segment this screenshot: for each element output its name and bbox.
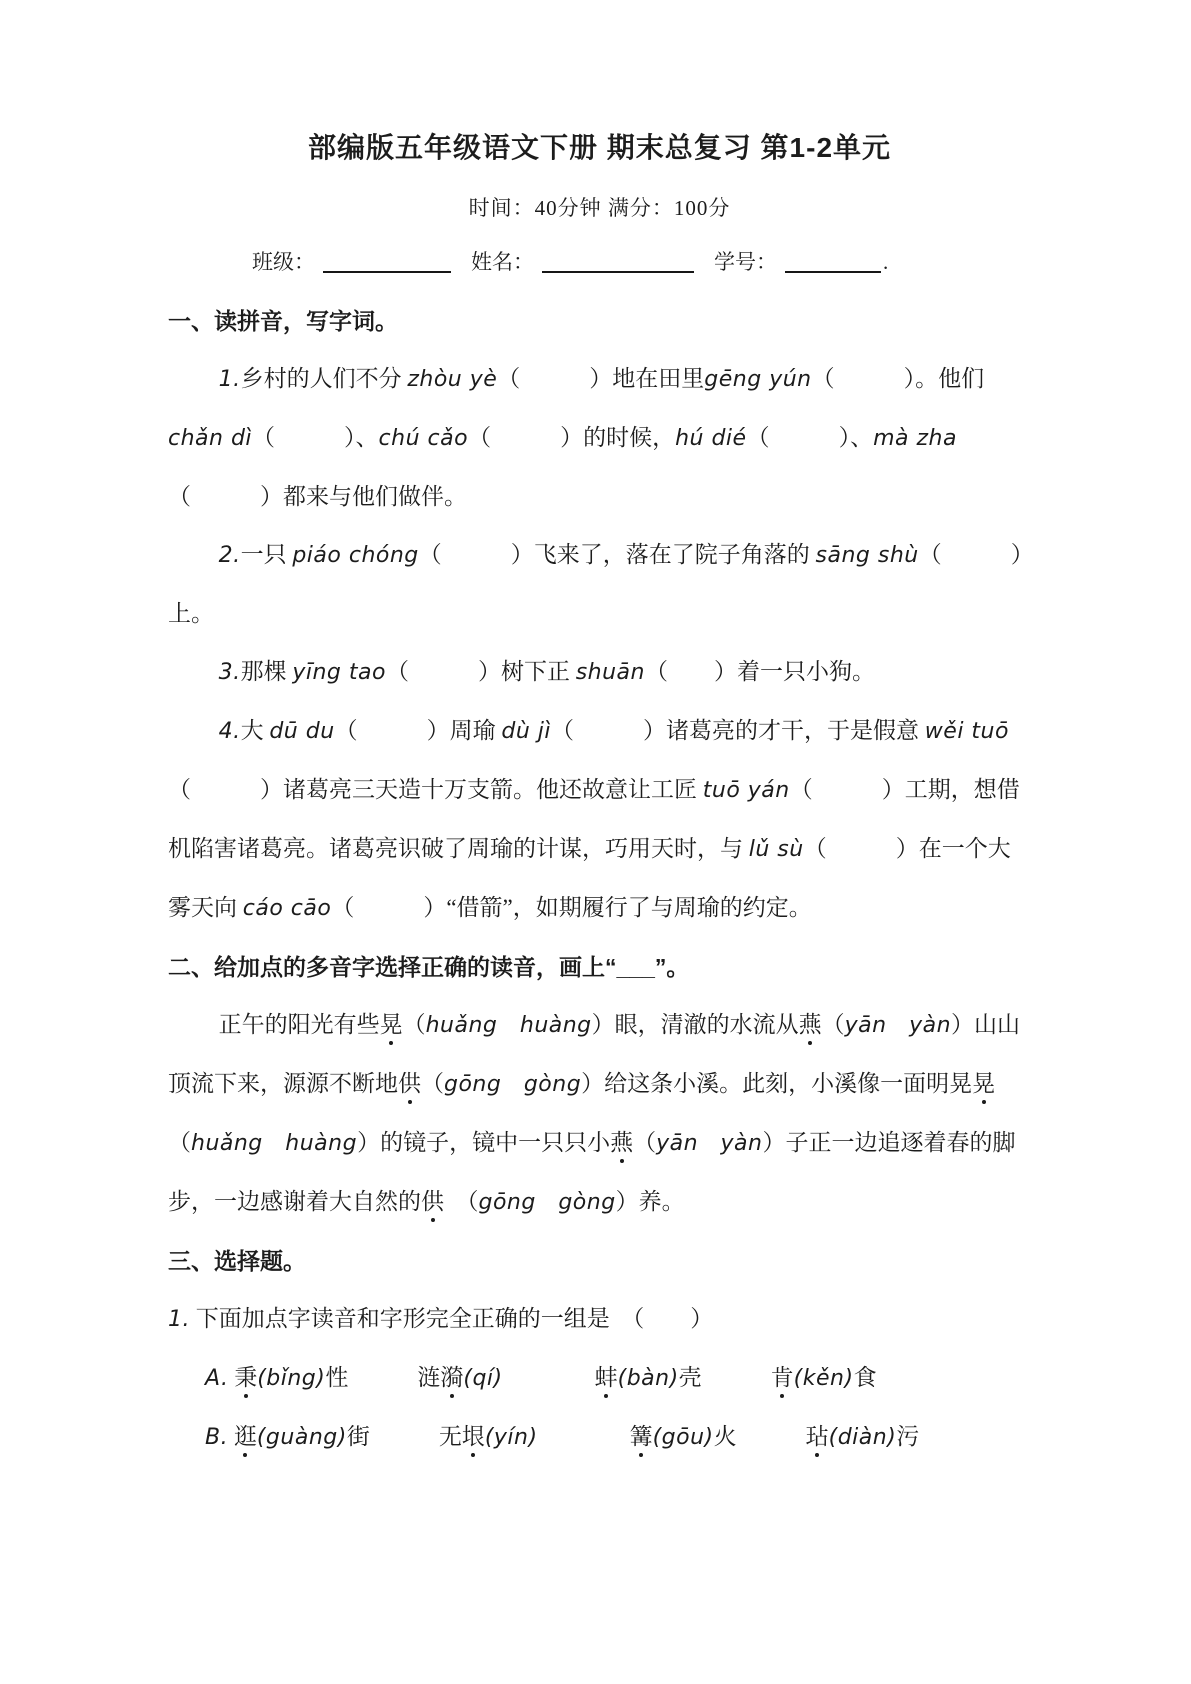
pinyin-text: hú dié xyxy=(675,426,747,451)
pinyin-text: yīng tao xyxy=(292,660,386,685)
pinyin-text: gēng yún xyxy=(704,367,812,392)
choice-option-b xyxy=(168,1408,1031,1467)
pinyin-text: 3. xyxy=(218,660,241,685)
section-2 xyxy=(168,938,1031,1232)
pinyin-text: (guàng) xyxy=(256,1425,347,1450)
section-2-heading: 二、给加点的多音字选择正确的读音，画上“___”。 xyxy=(168,954,690,980)
chinese-text xyxy=(503,1365,595,1390)
choice-question-1 xyxy=(168,1290,1031,1349)
section-3-heading: 三、选择题。 xyxy=(168,1248,306,1274)
chinese-text: （ xyxy=(421,1071,444,1096)
pinyin-text: wěi tuō xyxy=(924,719,1009,744)
chinese-text: 那棵 xyxy=(240,659,293,684)
dotted-char: 燕 xyxy=(610,1130,634,1155)
chinese-text: （ ）诸葛亮三天造十万支箭。他还故意让工匠 xyxy=(168,777,703,802)
choice-option-a xyxy=(168,1349,1031,1408)
pinyin-text: gōng gòng xyxy=(444,1072,582,1097)
pinyin-text: zhòu yè xyxy=(407,367,498,392)
pinyin-text: sāng shù xyxy=(815,543,919,568)
chinese-text: （ ）飞来了，落在了院子角落的 xyxy=(418,542,816,567)
pinyin-text: chú cǎo xyxy=(378,426,469,451)
dotted-char: 肯 xyxy=(770,1365,794,1390)
pinyin-text: cáo cāo xyxy=(242,896,332,921)
question-4 xyxy=(168,702,1031,938)
dotted-char: 秉 xyxy=(234,1365,258,1390)
chinese-text: （ ）工期，想借机陷害诸葛亮。诸葛亮识破了周瑜的计谋，巧用天时，与 xyxy=(168,777,1020,861)
sections xyxy=(168,292,1031,1467)
section-1 xyxy=(168,292,1031,938)
chinese-text: ）养。 xyxy=(615,1189,685,1214)
section-1-heading: 一、读拼音，写字词。 xyxy=(168,308,398,334)
chinese-text: 壳 xyxy=(678,1365,771,1390)
pinyin-text: (bǐng) xyxy=(257,1366,326,1391)
exam-meta: 时间：40分钟 满分：100分 xyxy=(468,196,731,220)
chinese-text: 街 无 xyxy=(346,1424,462,1449)
chinese-text: ）子正一边追逐着春的脚步，一边感谢着大自然的 xyxy=(168,1130,1016,1214)
class-label: 班级： xyxy=(252,250,315,274)
pinyin-text: lǔ sù xyxy=(748,837,804,862)
passage xyxy=(168,996,1031,1232)
chinese-text: （ xyxy=(168,1130,191,1155)
pinyin-text: (gōu) xyxy=(652,1425,714,1450)
student-info-row xyxy=(168,246,1031,276)
chinese-text: ）眼，清澈的水流从 xyxy=(591,1012,799,1037)
chinese-text: 污 xyxy=(896,1424,920,1449)
pinyin-text: A. xyxy=(205,1366,229,1391)
chinese-text: （ ）诸葛亮的才干，于是假意 xyxy=(551,718,925,743)
pinyin-text: piáo chóng xyxy=(292,543,419,568)
name-label: 姓名： xyxy=(471,250,534,274)
chinese-text: （ ）着一只小狗。 xyxy=(644,659,875,684)
pinyin-text: B. xyxy=(205,1425,229,1450)
chinese-text: （ ）上。 xyxy=(168,542,1023,626)
pinyin-text: mà zha xyxy=(873,426,957,451)
pinyin-text: (qí) xyxy=(463,1366,503,1391)
pinyin-text: (yín) xyxy=(484,1425,538,1450)
pinyin-text: 1. xyxy=(218,367,241,392)
pinyin-text: yān yàn xyxy=(844,1013,952,1038)
dotted-char: 漪 xyxy=(440,1365,464,1390)
chinese-text: （ xyxy=(444,1189,479,1214)
chinese-text: （ ）周瑜 xyxy=(334,718,502,743)
chinese-text: （ ）树下正 xyxy=(385,659,576,684)
chinese-text: 下面加点字读音和字形完全正确的一组是 （ ） xyxy=(190,1306,714,1331)
chinese-text: （ xyxy=(821,1012,845,1037)
chinese-text: （ ）都来与他们做伴。 xyxy=(168,484,467,509)
dotted-char: 供 xyxy=(421,1189,444,1214)
chinese-text xyxy=(538,1424,630,1449)
dotted-char: 玷 xyxy=(805,1424,829,1449)
dotted-char: 燕 xyxy=(798,1012,822,1037)
pinyin-text: 4. xyxy=(218,719,241,744)
name-blank[interactable] xyxy=(542,251,694,273)
dotted-char: 篝 xyxy=(629,1424,653,1449)
pinyin-text: yān yàn xyxy=(656,1131,763,1156)
pinyin-text: (diàn) xyxy=(828,1425,897,1450)
chinese-text: （ xyxy=(633,1130,657,1155)
pinyin-text: huǎng huàng xyxy=(191,1131,358,1156)
chinese-text: 大 xyxy=(240,718,270,743)
chinese-text: （ ）、 xyxy=(252,425,379,450)
question-3 xyxy=(168,643,1031,702)
pinyin-text: huǎng huàng xyxy=(425,1013,592,1038)
chinese-text: 性 涟 xyxy=(325,1365,441,1390)
chinese-text: （ ）“借箭”，如期履行了与周瑜的约定。 xyxy=(331,895,812,920)
pinyin-text: chǎn dì xyxy=(168,426,253,451)
chinese-text: 食 xyxy=(853,1365,877,1390)
chinese-text: （ ）。他们 xyxy=(811,366,985,391)
chinese-text: （ ）地在田里 xyxy=(497,366,705,391)
chinese-text: ）的镜子，镜中一只只小 xyxy=(357,1130,611,1155)
chinese-text: 火 xyxy=(713,1424,806,1449)
question-2 xyxy=(168,526,1031,643)
pinyin-text: dù jì xyxy=(501,719,552,744)
dotted-char: 晃 xyxy=(379,1012,403,1037)
page-title: 部编版五年级语文下册 期末总复习 第1-2单元 xyxy=(307,132,892,163)
pinyin-text: (kěn) xyxy=(793,1366,854,1391)
pinyin-text: shuān xyxy=(575,660,645,685)
pinyin-text: (bàn) xyxy=(617,1366,679,1391)
chinese-text: ）给这条小溪。此刻，小溪像一面明晃 xyxy=(581,1071,973,1096)
student-id-label: 学号： xyxy=(714,250,777,274)
chinese-text: 一只 xyxy=(240,542,293,567)
chinese-text: （ ）、 xyxy=(746,425,874,450)
class-blank[interactable] xyxy=(323,251,451,273)
info-suffix: . xyxy=(883,250,889,274)
dotted-char: 蚌 xyxy=(594,1365,618,1390)
chinese-text: ）山山顶流下来，源源不断地 xyxy=(168,1012,1021,1096)
student-id-blank[interactable] xyxy=(785,251,881,273)
chinese-text: 正午的阳光有些 xyxy=(218,1012,380,1037)
pinyin-text: gōng gòng xyxy=(478,1190,616,1215)
pinyin-text: 2. xyxy=(218,543,241,568)
pinyin-text: dū du xyxy=(269,719,335,744)
chinese-text: （ ）在一个大雾天向 xyxy=(168,836,1011,920)
dotted-char: 逛 xyxy=(233,1424,257,1449)
chinese-text: （ xyxy=(402,1012,426,1037)
chinese-text: （ ）的时候， xyxy=(468,425,676,450)
pinyin-text: tuō yán xyxy=(702,778,790,803)
chinese-text: 乡村的人们不分 xyxy=(240,366,408,391)
dotted-char: 供 xyxy=(398,1071,421,1096)
dotted-char: 晃 xyxy=(972,1071,996,1096)
pinyin-text: 1. xyxy=(168,1307,190,1332)
question-1 xyxy=(168,350,1031,526)
dotted-char: 垠 xyxy=(461,1424,485,1449)
section-3 xyxy=(168,1232,1031,1467)
